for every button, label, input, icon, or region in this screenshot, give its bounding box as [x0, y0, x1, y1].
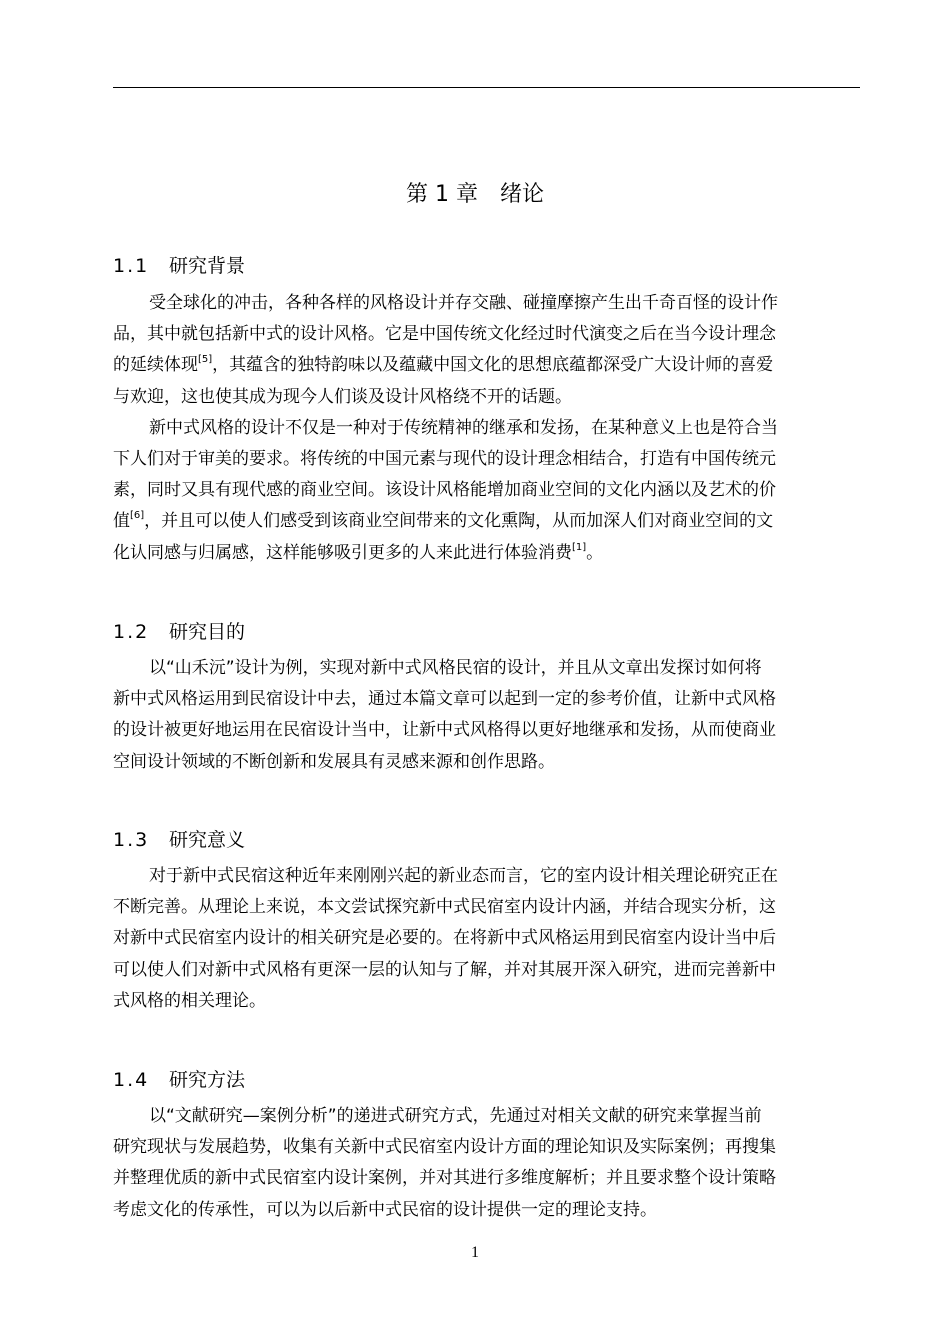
- section-1-1: [113, 252, 860, 280]
- text-line: 以“山禾沅”设计为例，实现对新中式风格民宿的设计，并且从文章出发探讨如何将: [149, 658, 762, 678]
- text-line: 空间设计领域的不断创新和发展具有灵感来源和创作思路。: [113, 751, 555, 772]
- text-segment: ，并且可以使人们感受到该商业空间带来的文化熏陶，从而加深人们对商业空间的文: [144, 511, 774, 532]
- section-1-3: [113, 826, 860, 854]
- paragraph: [113, 413, 860, 569]
- header-rule: [113, 87, 860, 88]
- text-line: 可以使人们对新中式风格有更深一层的认知与了解，并对其展开深入研究，进而完善新中: [113, 959, 776, 980]
- section-1-2-body: [113, 653, 860, 778]
- section-1-4-body: [113, 1101, 860, 1226]
- text-line: 的设计被更好地运用在民宿设计当中，让新中式风格得以更好地继承和发扬，从而使商业: [113, 720, 776, 741]
- chapter-title-text: 绪论: [499, 182, 544, 207]
- text-line: 考虑文化的传承性，可以为以后新中式民宿的设计提供一定的理论支持。: [113, 1199, 657, 1220]
- text-line: 与欢迎，这也使其成为现今人们谈及设计风格绕不开的话题。: [113, 386, 572, 407]
- text-line: 新中式风格的设计不仅是一种对于传统精神的继承和发扬，在某种意义上也是符合当: [149, 417, 778, 438]
- chapter-number: 第 1 章: [406, 182, 478, 207]
- text-line: [113, 538, 860, 569]
- section-heading: [113, 618, 860, 646]
- section-1-4: [113, 1066, 860, 1094]
- section-number: 1.3: [113, 829, 150, 851]
- citation: [6]: [130, 510, 145, 522]
- section-1-1-body: [113, 288, 860, 569]
- chapter-title: [0, 178, 950, 212]
- text-line: 并整理优质的新中式民宿室内设计案例，并对其进行多维度解析；并且要求整个设计策略: [113, 1168, 776, 1189]
- text-segment: 值: [113, 511, 130, 532]
- section-1-3-body: [113, 861, 860, 1017]
- text-line: [113, 506, 860, 537]
- text-line: 素，同时又具有现代感的商业空间。该设计风格能增加商业空间的文化内涵以及艺术的价: [113, 480, 776, 501]
- text-line: [113, 350, 860, 381]
- section-title: 研究背景: [169, 255, 246, 277]
- section-number: 1.4: [113, 1069, 150, 1091]
- page-number: 1: [471, 1244, 479, 1261]
- section-heading: [113, 1066, 860, 1094]
- text-line: 以“文献研究—案例分析”的递进式研究方式，先通过对相关文献的研究来掌握当前: [149, 1106, 762, 1126]
- paragraph: [113, 861, 860, 1017]
- text-line: 对于新中式民宿这种近年来刚刚兴起的新业态而言，它的室内设计相关理论研究正在: [149, 866, 778, 886]
- text-line: 品，其中就包括新中式的设计风格。它是中国传统文化经过时代演变之后在当今设计理念: [113, 324, 776, 345]
- section-title: 研究目的: [169, 621, 246, 643]
- text-segment: 化认同感与归属感，这样能够吸引更多的人来此进行体验消费: [113, 542, 572, 563]
- section-number: 1.1: [113, 255, 150, 277]
- section-heading: [113, 252, 860, 280]
- text-line: 受全球化的冲击，各种各样的风格设计并存交融、碰撞摩擦产生出千奇百怪的设计作: [149, 293, 778, 313]
- citation: [5]: [198, 354, 213, 366]
- text-line: 新中式风格运用到民宿设计中去，通过本篇文章可以起到一定的参考价值，让新中式风格: [113, 689, 776, 710]
- paragraph: [113, 653, 860, 778]
- text-segment: ，其蕴含的独特韵味以及蕴藏中国文化的思想底蕴都深受广大设计师的喜爱: [212, 355, 774, 376]
- section-title: 研究方法: [169, 1069, 246, 1091]
- section-heading: [113, 826, 860, 854]
- text-line: 式风格的相关理论。: [113, 990, 266, 1011]
- paragraph: [113, 1101, 860, 1226]
- text-line: 研究现状与发展趋势，收集有关新中式民宿室内设计方面的理论知识及实际案例；再搜集: [113, 1137, 776, 1158]
- section-title: 研究意义: [169, 829, 246, 851]
- section-1-2: [113, 618, 860, 646]
- paragraph: [113, 288, 860, 413]
- section-number: 1.2: [113, 621, 150, 643]
- citation: [1]: [572, 541, 587, 553]
- text-line: 下人们对于审美的要求。将传统的中国元素与现代的设计理念相结合，打造有中国传统元: [113, 449, 776, 470]
- text-line: 不断完善。从理论上来说，本文尝试探究新中式民宿室内设计内涵，并结合现实分析，这: [113, 897, 776, 918]
- text-segment: 的延续体现: [113, 355, 198, 376]
- text-segment: 。: [586, 542, 604, 563]
- text-line: 对新中式民宿室内设计的相关研究是必要的。在将新中式风格运用到民宿室内设计当中后: [113, 928, 776, 949]
